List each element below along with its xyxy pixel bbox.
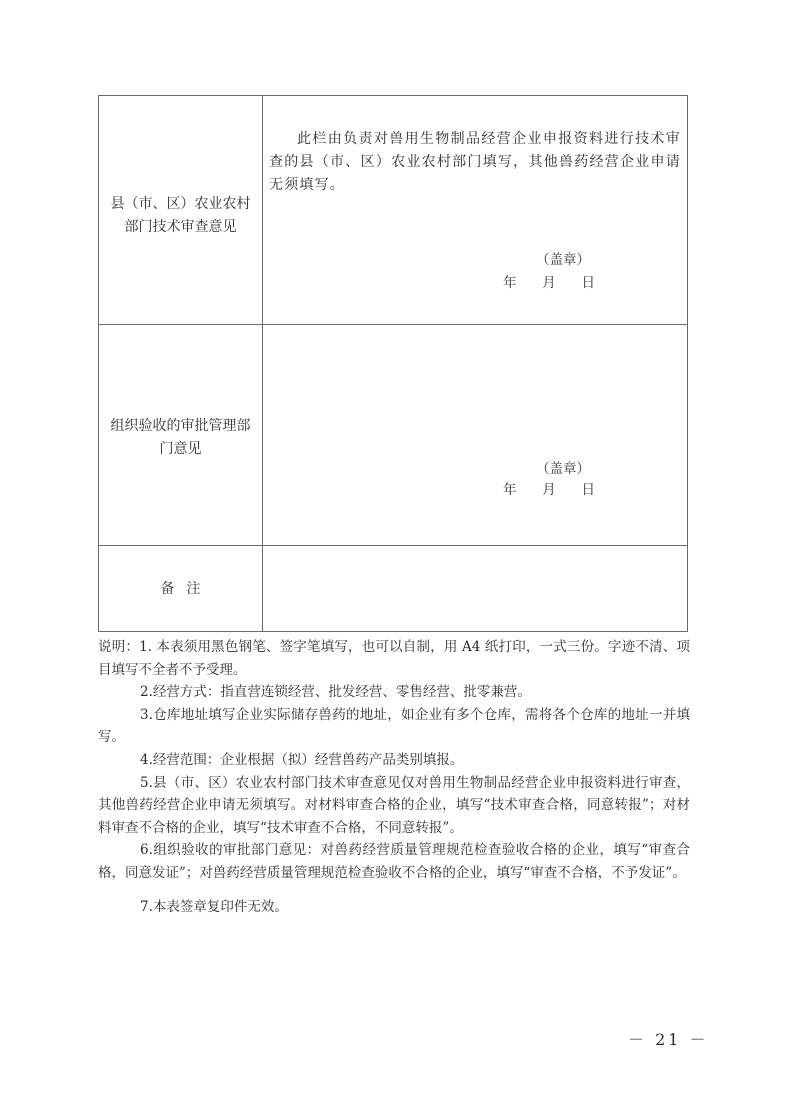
- county-review-instruction: 此栏由负责对兽用生物制品经营企业申报资料进行技术审查的县（市、区）农业农村部门填写，其他兽药经营企业申请无须填写。: [269, 131, 681, 193]
- date-line: 年 月 日: [503, 482, 595, 498]
- notes-section: [98, 636, 690, 918]
- approval-form-table: [98, 95, 688, 632]
- note-4: 4.经营范围：企业根据（拟）经营兽药产品类别填报。: [140, 751, 464, 768]
- table-row-remarks: [99, 546, 687, 632]
- seal-label: （盖章）: [536, 252, 590, 268]
- note-2: 2.经营方式：指直营连锁经营、批发经营、零售经营、批零兼营。: [140, 684, 531, 701]
- approval-dept-label: 组织验收的审批管理部门意见: [99, 325, 263, 545]
- page-number: － 21 －: [628, 1030, 709, 1049]
- note-6: 6.组织验收的审批部门意见：对兽药经营质量管理规范检查验收合格的企业，填写“审查合格，同意发证”；对兽药经营质量管理规范检查验收不合格的企业，填写“审查不合格，不予发证”。: [98, 842, 690, 881]
- date-line: 年 月 日: [503, 275, 595, 291]
- note-5: 5.县（市、区）农业农村部门技术审查意见仅对兽用生物制品经营企业申报资料进行审查，其他兽药经营企业申请无须填写。对材料审查合格的企业，填写“技术审查合格，同意转报”；对材料审查不合格的企业，填写“技术审查不合格，不同意转报”。: [98, 774, 690, 836]
- remarks-field[interactable]: [263, 546, 687, 632]
- note-3: 3.仓库地址填写企业实际储存兽药的地址，如企业有多个仓库，需将各个仓库的地址一并填写。: [98, 706, 690, 746]
- approval-dept-field[interactable]: [263, 325, 687, 545]
- note-7: 7.本表签章复印件无效。: [140, 898, 288, 915]
- seal-label: （盖章）: [536, 461, 590, 477]
- county-review-label: 县（市、区）农业农村部门技术审查意见: [99, 96, 263, 324]
- table-row-county-review: [99, 96, 687, 325]
- county-review-field[interactable]: [263, 96, 687, 324]
- remarks-label: 备注: [99, 546, 263, 632]
- table-row-approval-dept: [99, 325, 687, 546]
- note-1: 说明：1. 本表须用黑色钢笔、签字笔填写，也可以自制，用 A4 纸打印，一式三份。字迹不清、项目填写不全者不予受理。: [98, 639, 690, 678]
